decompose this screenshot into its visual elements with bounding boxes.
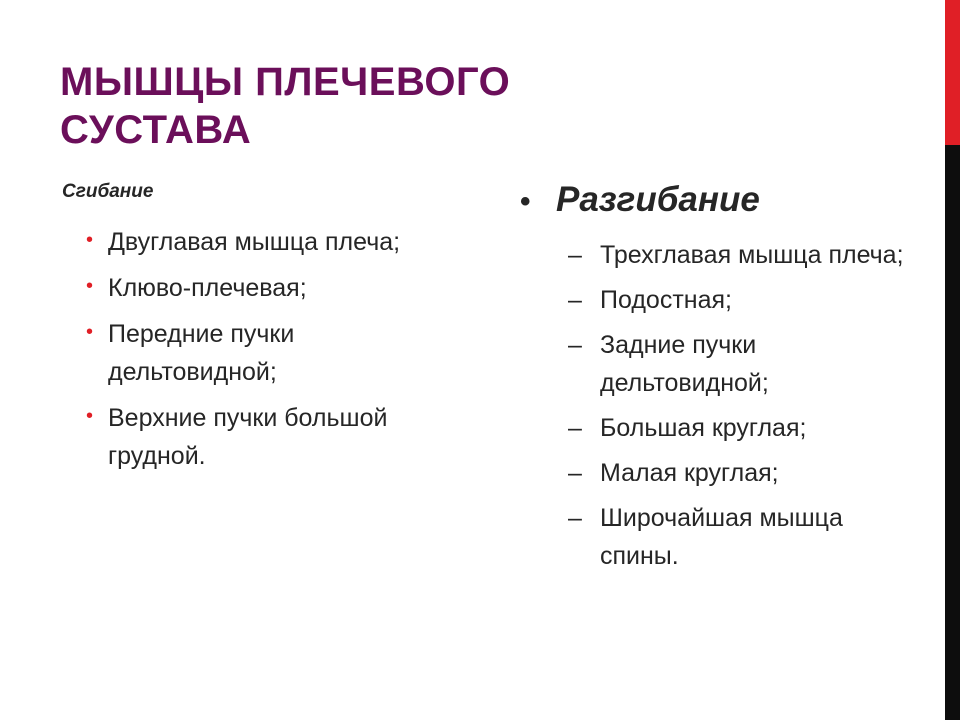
list-item: – Большая круглая; xyxy=(568,409,928,447)
slide-title: МЫШЦЫ ПЛЕЧЕВОГО СУСТАВА xyxy=(60,60,511,152)
list-item: – Широчайшая мышца спины. xyxy=(568,499,928,575)
dash-icon: – xyxy=(568,504,582,532)
list-item: • Двуглавая мышца плеча; xyxy=(86,223,416,261)
list-item: – Малая круглая; xyxy=(568,454,928,492)
bullet-icon: • xyxy=(86,229,94,251)
bullet-icon: • xyxy=(520,185,531,218)
flexion-list xyxy=(86,223,416,483)
dash-icon: – xyxy=(568,414,582,442)
dash-icon: – xyxy=(568,241,582,269)
bullet-icon: • xyxy=(86,321,94,343)
list-item: • Клюво-плечевая; xyxy=(86,269,416,307)
extension-heading: • Разгибание xyxy=(520,180,760,219)
dash-icon: – xyxy=(568,331,582,359)
accent-bar-black xyxy=(945,145,960,720)
bullet-icon: • xyxy=(86,405,94,427)
flexion-heading: Сгибание xyxy=(62,181,154,202)
dash-icon: – xyxy=(568,459,582,487)
extension-list xyxy=(568,236,928,582)
dash-icon: – xyxy=(568,286,582,314)
accent-bar-red xyxy=(945,0,960,145)
list-item: • Передние пучки дельтовидной; xyxy=(86,315,416,391)
list-item: – Подостная; xyxy=(568,281,928,319)
bullet-icon: • xyxy=(86,275,94,297)
list-item: – Трехглавая мышца плеча; xyxy=(568,236,928,274)
list-item: • Верхние пучки большой грудной. xyxy=(86,399,416,475)
list-item: – Задние пучки дельтовидной; xyxy=(568,326,928,402)
